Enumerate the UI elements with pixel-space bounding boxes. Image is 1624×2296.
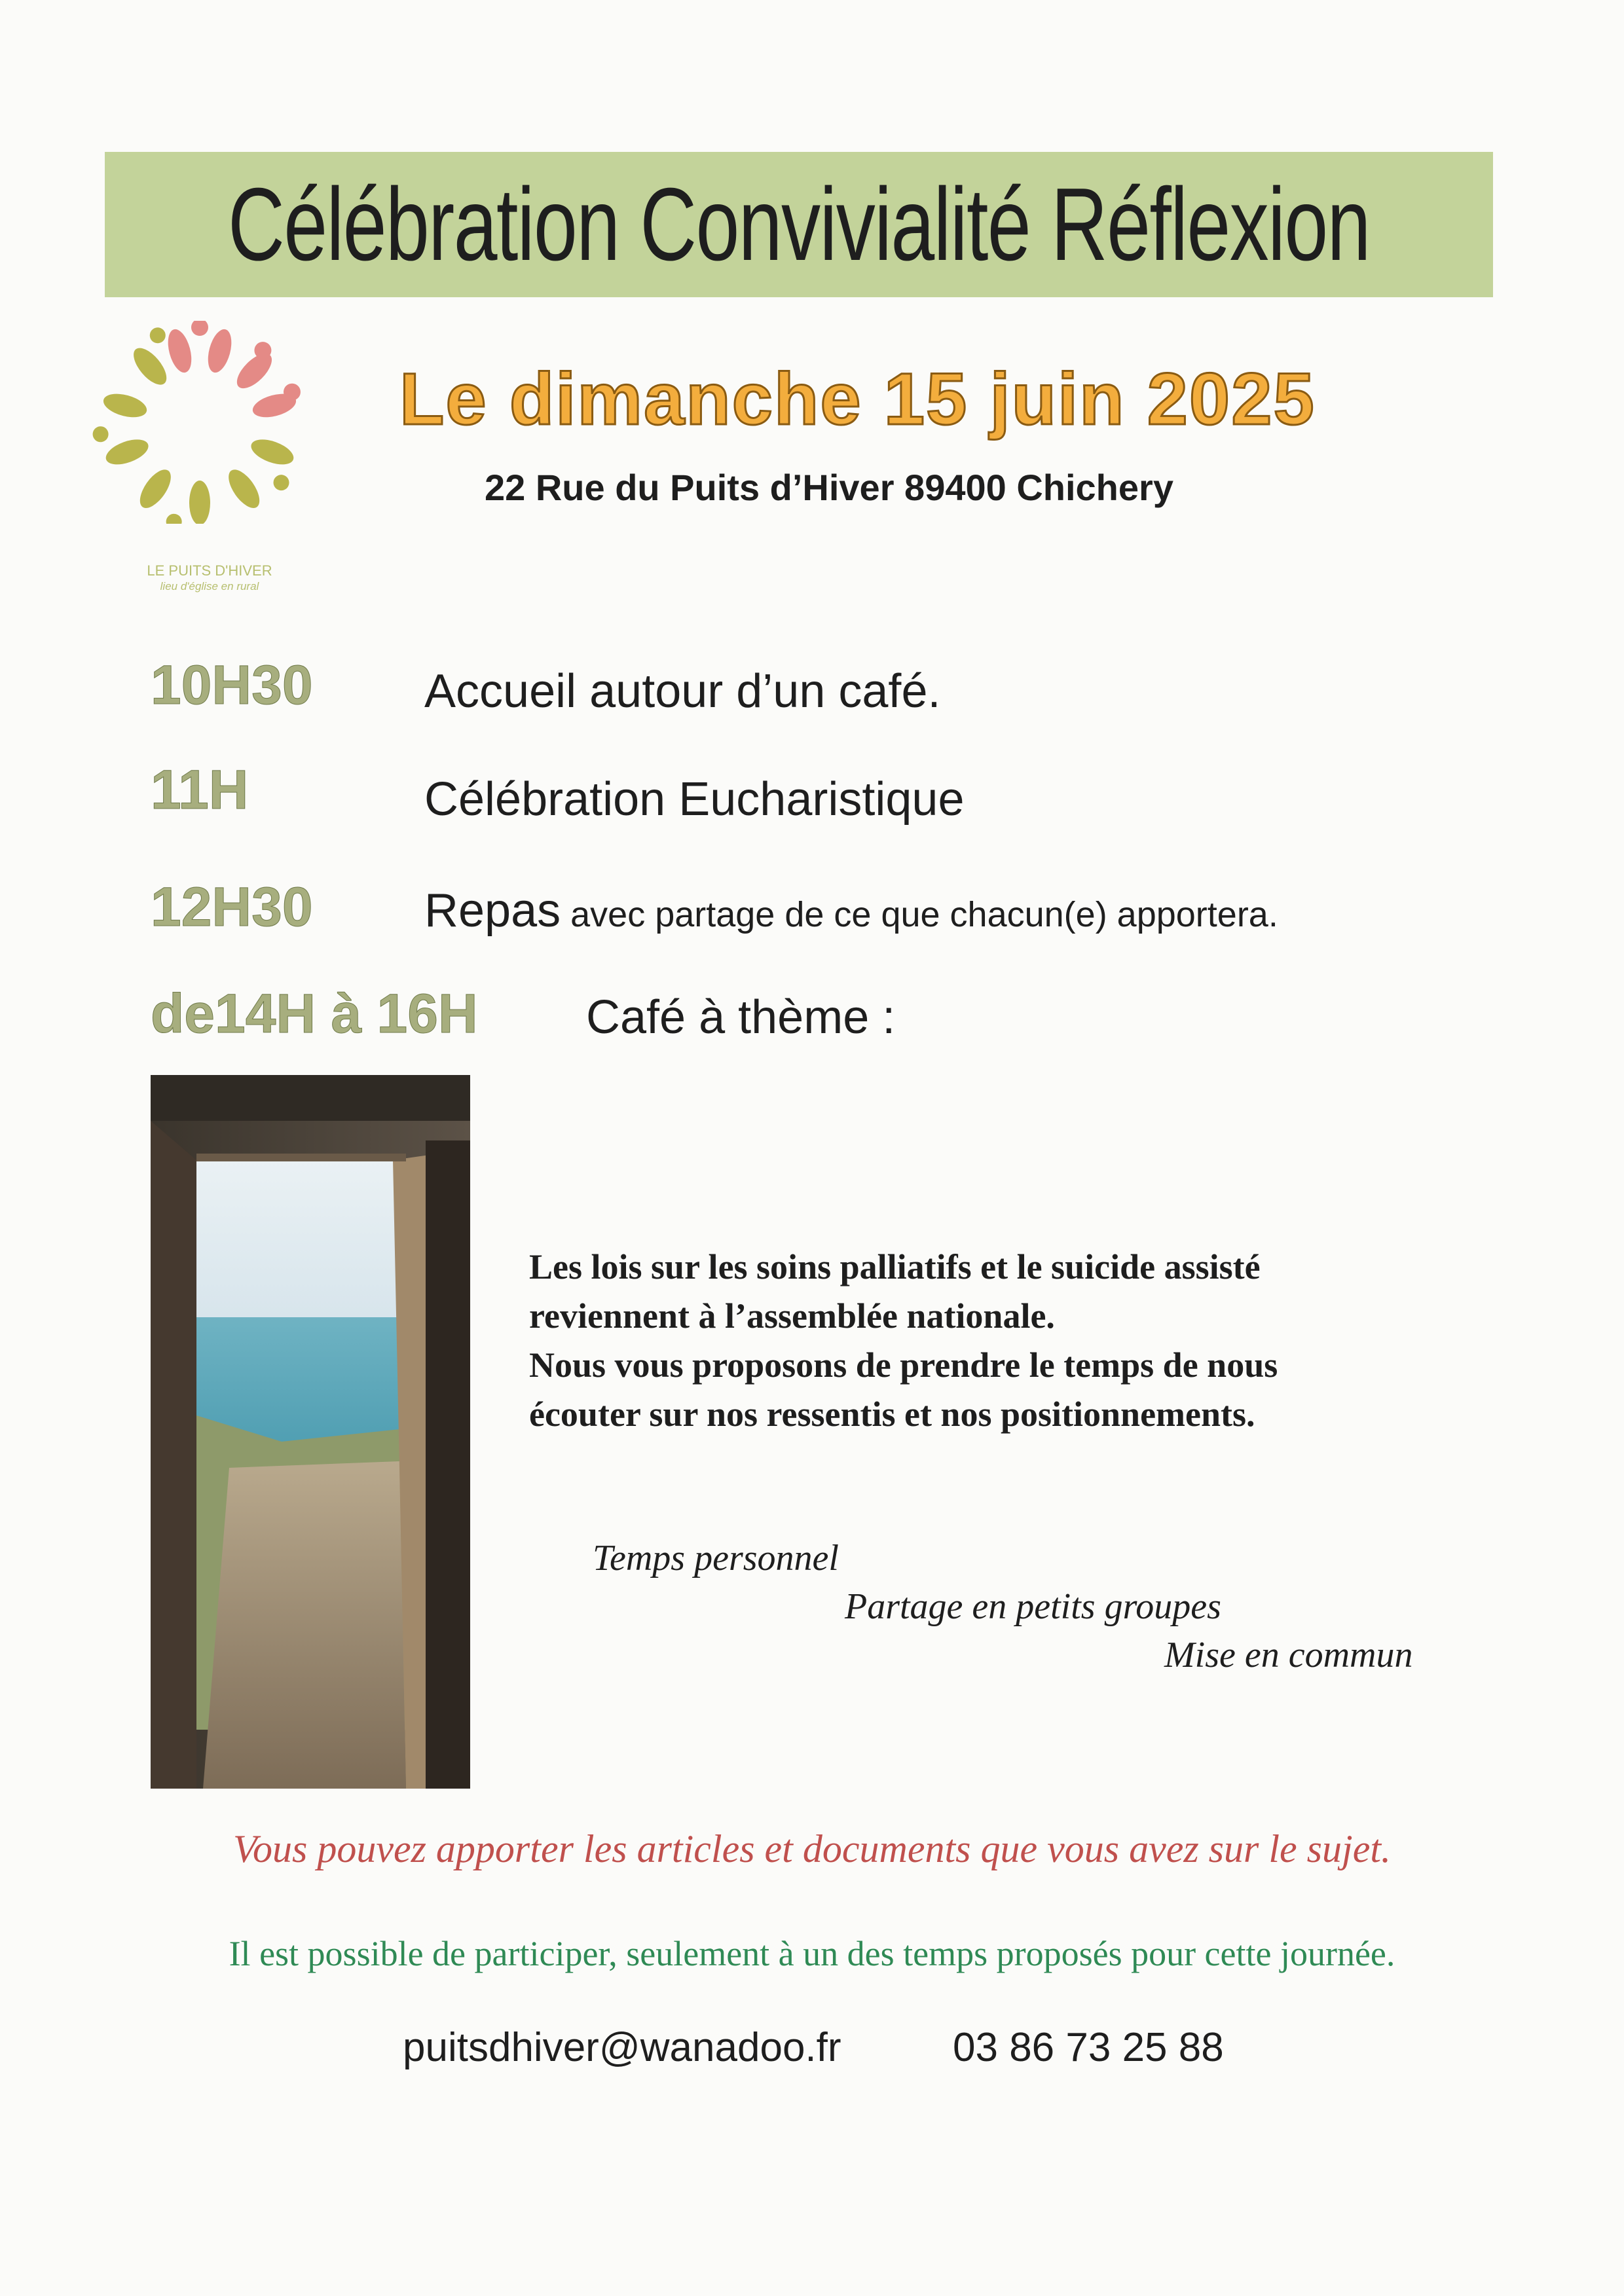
logo-caption: LE PUITS D'HIVER [147, 562, 272, 579]
schedule-time: de14H à 16H [151, 983, 478, 1044]
schedule-activity: Café à thème : [586, 991, 896, 1044]
topic-line: écouter sur nos ressentis et nos positionnements. [529, 1394, 1255, 1434]
event-address: 22 Rue du Puits d’Hiver 89400 Chichery [485, 467, 1173, 508]
event-date: Le dimanche 15 juin 2025 [399, 358, 1316, 440]
step-item: Mise en commun [1164, 1635, 1413, 1675]
topic-line: reviennent à l’assemblée nationale. [529, 1296, 1055, 1336]
banner-title: Célébration Convivialité Réflexion [228, 166, 1370, 282]
doorway-sea-photo [151, 1075, 470, 1789]
schedule-time: 10H30 [151, 654, 313, 716]
step-item: Partage en petits groupes [845, 1586, 1221, 1627]
schedule-activity-detail: avec partage de ce que chacun(e) apportera. [561, 895, 1278, 934]
schedule-activity: Accueil autour d’un café. [424, 665, 941, 718]
contact-email[interactable]: puitsdhiver@wanadoo.fr [403, 2025, 841, 2070]
schedule-activity [424, 884, 1278, 938]
schedule-time: 11H [151, 759, 249, 820]
topic-line: Les lois sur les soins palliatifs et le suicide assisté [529, 1247, 1261, 1286]
topic-text [529, 1243, 1472, 1439]
logo-subcaption: lieu d'église en rural [160, 580, 259, 592]
topic-line: Nous vous proposons de prendre le temps de nous [529, 1345, 1278, 1385]
step-item: Temps personnel [593, 1538, 839, 1578]
note-bring-documents: Vous pouvez apporter les articles et documents que vous avez sur le sujet. [232, 1827, 1392, 1870]
contact-phone[interactable]: 03 86 73 25 88 [953, 2025, 1224, 2070]
schedule-activity-main: Repas [424, 884, 561, 937]
schedule-activity: Célébration Eucharistique [424, 773, 965, 826]
puits-hiver-logo [92, 321, 308, 524]
note-partial-participation: Il est possible de participer, seulement à un des temps proposés pour cette journée. [229, 1934, 1395, 1973]
schedule-time: 12H30 [151, 876, 313, 938]
